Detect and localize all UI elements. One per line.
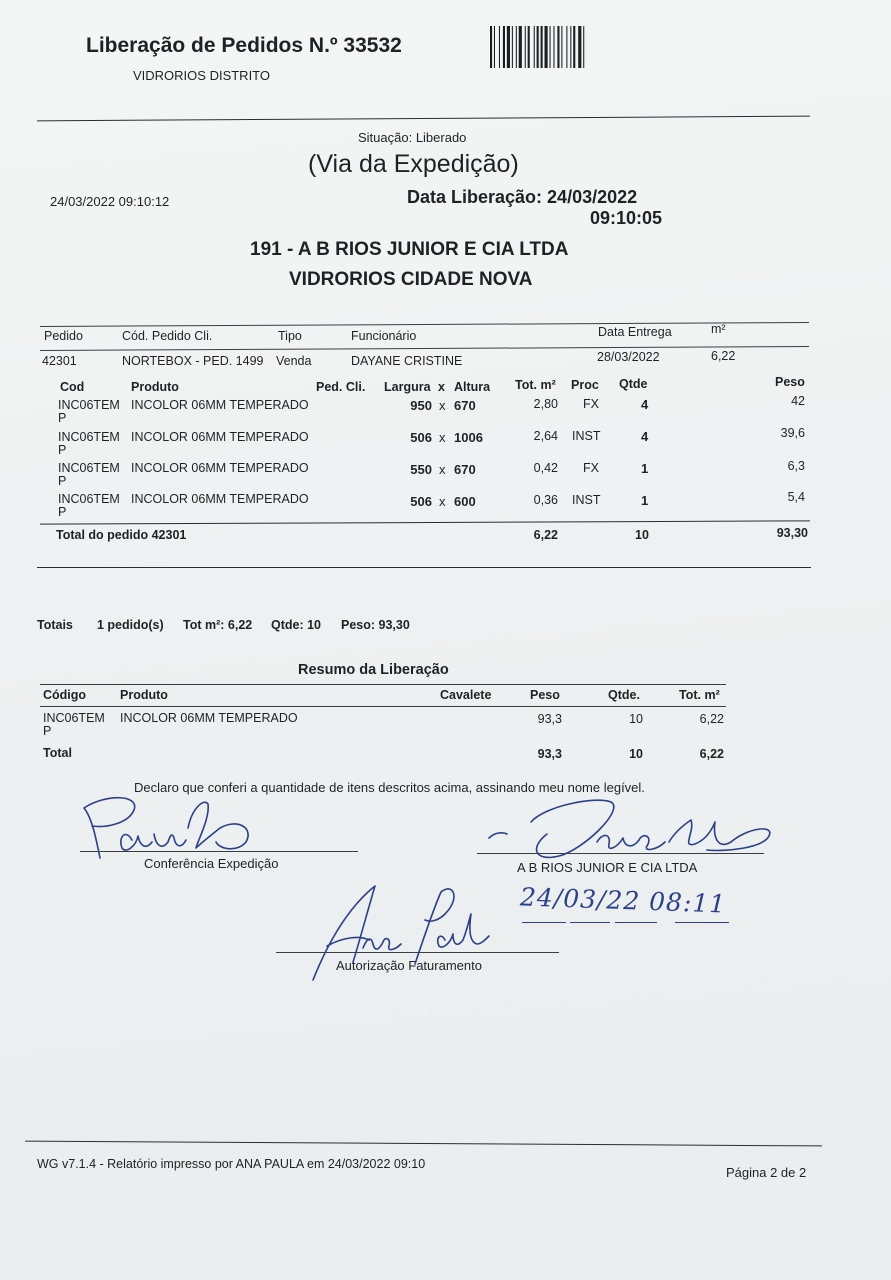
summary-row-cod: INC06TEM: [43, 711, 105, 725]
label-m2: m²: [711, 322, 726, 336]
item-tot-m2: 0,42: [533, 461, 558, 475]
item-produto: INCOLOR 06MM TEMPERADO: [131, 461, 309, 475]
item-x: x: [439, 462, 446, 477]
label-data-entrega: Data Entrega: [598, 325, 672, 339]
summary-top-rule: [40, 684, 726, 685]
totals-peso: Peso: 93,30: [341, 618, 410, 632]
item-cod-cont: P: [58, 474, 67, 488]
item-proc: FX: [583, 397, 599, 411]
document-title: Liberação de Pedidos N.º 33532: [86, 34, 402, 57]
col-produto: Produto: [131, 380, 179, 394]
summary-total-peso: 93,3: [537, 747, 562, 761]
order-total-peso: 93,30: [776, 526, 808, 540]
release-date: Data Liberação: 24/03/2022: [407, 187, 638, 207]
summary-row-tot-m2: 6,22: [699, 712, 724, 726]
order-header-rule: [40, 346, 809, 351]
section-divider: [37, 567, 811, 568]
barcode-bar: [499, 26, 500, 68]
totals-m2: Tot m²: 6,22: [183, 618, 253, 632]
label-tipo: Tipo: [278, 329, 302, 343]
barcode-bar: [537, 26, 539, 68]
totals-pedidos: 1 pedido(s): [97, 618, 164, 632]
value-cod-pedido-cli: NORTEBOX - PED. 1499: [122, 354, 264, 368]
item-cod: INC06TEM: [58, 492, 120, 506]
order-top-rule: [40, 322, 809, 327]
barcode-bar: [534, 26, 535, 68]
signature-ana-paula-handwritten: [305, 880, 495, 985]
barcode-bar: [507, 26, 510, 68]
declaration-text: Declaro que conferi a quantidade de itens descritos acima, assinando meu nome legível.: [134, 780, 645, 795]
item-proc: INST: [572, 429, 601, 443]
footer-page-number: Página 2 de 2: [726, 1165, 807, 1180]
value-data-entrega: 28/03/2022: [597, 350, 660, 364]
item-x: x: [439, 430, 446, 445]
summary-col-produto: Produto: [120, 688, 168, 702]
value-funcionario: DAYANE CRISTINE: [351, 354, 463, 368]
barcode-bar: [550, 26, 551, 68]
header-divider: [37, 116, 810, 122]
summary-row-cod-cont: P: [43, 724, 52, 738]
order-total-qtde: 10: [635, 528, 649, 542]
handwritten-underline: [615, 922, 657, 923]
summary-col-tot-m2: Tot. m²: [679, 688, 720, 702]
barcode: [490, 26, 628, 68]
col-largura: Largura: [384, 380, 431, 394]
item-proc: INST: [572, 493, 601, 507]
item-cod: INC06TEM: [58, 461, 120, 475]
barcode-bar: [583, 26, 584, 68]
barcode-bar: [573, 26, 575, 68]
handwritten-underline: [570, 922, 610, 923]
barcode-bar: [561, 26, 562, 68]
print-datetime: 24/03/2022 09:10:12: [50, 194, 170, 209]
item-peso: 42: [791, 394, 805, 408]
item-proc: FX: [583, 461, 599, 475]
barcode-bar: [528, 26, 530, 68]
summary-col-cavalete: Cavalete: [440, 688, 492, 702]
barcode-bar: [557, 26, 559, 68]
item-tot-m2: 2,64: [533, 429, 558, 443]
summary-col-qtde: Qtde.: [608, 688, 640, 702]
item-peso: 6,3: [787, 459, 805, 473]
value-tipo: Venda: [276, 354, 312, 368]
barcode-bar: [566, 26, 567, 68]
item-qtde: 4: [641, 429, 649, 444]
item-tot-m2: 2,80: [533, 397, 558, 411]
label-cod-pedido-cli: Cód. Pedido Cli.: [122, 329, 213, 343]
copy-label: (Via da Expedição): [308, 150, 519, 178]
item-cod: INC06TEM: [58, 398, 120, 412]
customer-name: 191 - A B RIOS JUNIOR E CIA LTDA: [250, 239, 569, 260]
handwritten-underline: [522, 922, 566, 923]
signature-paula-handwritten: [70, 788, 270, 868]
item-tot-m2: 0,36: [533, 493, 558, 507]
item-qtde: 4: [641, 397, 649, 412]
item-largura: 506: [410, 494, 432, 509]
summary-total-qtde: 10: [629, 747, 643, 761]
summary-title: Resumo da Liberação: [298, 662, 449, 678]
col-qtde: Qtde: [619, 377, 648, 391]
summary-total-tot-m2: 6,22: [699, 747, 724, 761]
col-proc: Proc: [571, 378, 599, 392]
barcode-bar: [519, 26, 522, 68]
item-cod-cont: P: [58, 443, 67, 457]
item-produto: INCOLOR 06MM TEMPERADO: [131, 430, 309, 444]
item-produto: INCOLOR 06MM TEMPERADO: [131, 398, 309, 412]
items-total-rule: [40, 520, 810, 524]
barcode-bar: [512, 26, 513, 68]
barcode-bar: [553, 26, 554, 68]
col-altura: Altura: [454, 380, 491, 394]
barcode-bar: [578, 26, 581, 68]
totals-qtde: Qtde: 10: [271, 618, 322, 632]
item-largura: 550: [410, 462, 432, 477]
signature-label-cliente: A B RIOS JUNIOR E CIA LTDA: [517, 860, 698, 875]
handwritten-date-text: 24/03/22 08:11: [519, 882, 727, 919]
item-altura: 1006: [454, 430, 483, 445]
summary-header-rule: [40, 706, 726, 707]
barcode-bar: [516, 26, 517, 68]
col-x: x: [438, 380, 445, 394]
item-peso: 39,6: [780, 426, 805, 440]
totals-label: Totais: [37, 618, 73, 632]
status-label: Situação: Liberado: [358, 130, 467, 145]
item-cod-cont: P: [58, 505, 67, 519]
footer-divider: [25, 1141, 822, 1147]
item-cod: INC06TEM: [58, 430, 120, 444]
item-qtde: 1: [641, 493, 649, 508]
label-pedido: Pedido: [44, 329, 83, 343]
signature-cliente-handwritten: [485, 792, 785, 872]
item-altura: 670: [454, 462, 476, 477]
summary-col-codigo: Código: [43, 688, 87, 702]
order-total-m2: 6,22: [533, 528, 558, 542]
item-x: x: [439, 494, 446, 509]
handwritten-underline: [675, 922, 729, 923]
release-time: 09:10:05: [590, 208, 663, 228]
barcode-bar: [545, 26, 548, 68]
summary-col-peso: Peso: [530, 688, 560, 702]
signature-label-conferencia: Conferência Expedição: [144, 856, 279, 871]
item-qtde: 1: [641, 461, 649, 476]
col-cod: Cod: [60, 380, 85, 394]
item-altura: 600: [454, 494, 476, 509]
customer-branch: VIDRORIOS CIDADE NOVA: [289, 269, 533, 290]
barcode-bar: [525, 26, 526, 68]
item-x: x: [439, 398, 446, 413]
barcode-bar: [503, 26, 505, 68]
item-peso: 5,4: [787, 490, 805, 504]
item-largura: 506: [410, 430, 432, 445]
item-altura: 670: [454, 398, 476, 413]
barcode-bar: [541, 26, 543, 68]
barcode-bar: [494, 26, 495, 68]
item-cod-cont: P: [58, 411, 67, 425]
label-funcionario: Funcionário: [351, 329, 417, 343]
col-peso: Peso: [775, 375, 805, 389]
order-total-label: Total do pedido 42301: [56, 528, 187, 542]
col-tot-m2: Tot. m²: [515, 378, 556, 392]
signature-label-autorizacao: Autorização Faturamento: [336, 958, 482, 973]
summary-row-qtde: 10: [629, 712, 643, 726]
barcode-bar: [490, 26, 492, 68]
footer-print-info: WG v7.1.4 - Relatório impresso por ANA PAULA em 24/03/2022 09:10: [37, 1157, 426, 1171]
handwritten-date: [520, 884, 740, 930]
summary-row-peso: 93,3: [537, 712, 562, 726]
item-produto: INCOLOR 06MM TEMPERADO: [131, 492, 309, 506]
summary-row-produto: INCOLOR 06MM TEMPERADO: [120, 711, 298, 725]
summary-total-label: Total: [43, 746, 72, 760]
col-ped-cli: Ped. Cli.: [316, 380, 366, 394]
value-pedido: 42301: [42, 354, 77, 368]
barcode-bar: [570, 26, 571, 68]
value-m2: 6,22: [711, 349, 736, 363]
issuer-company: VIDRORIOS DISTRITO: [133, 68, 270, 83]
item-largura: 950: [410, 398, 432, 413]
